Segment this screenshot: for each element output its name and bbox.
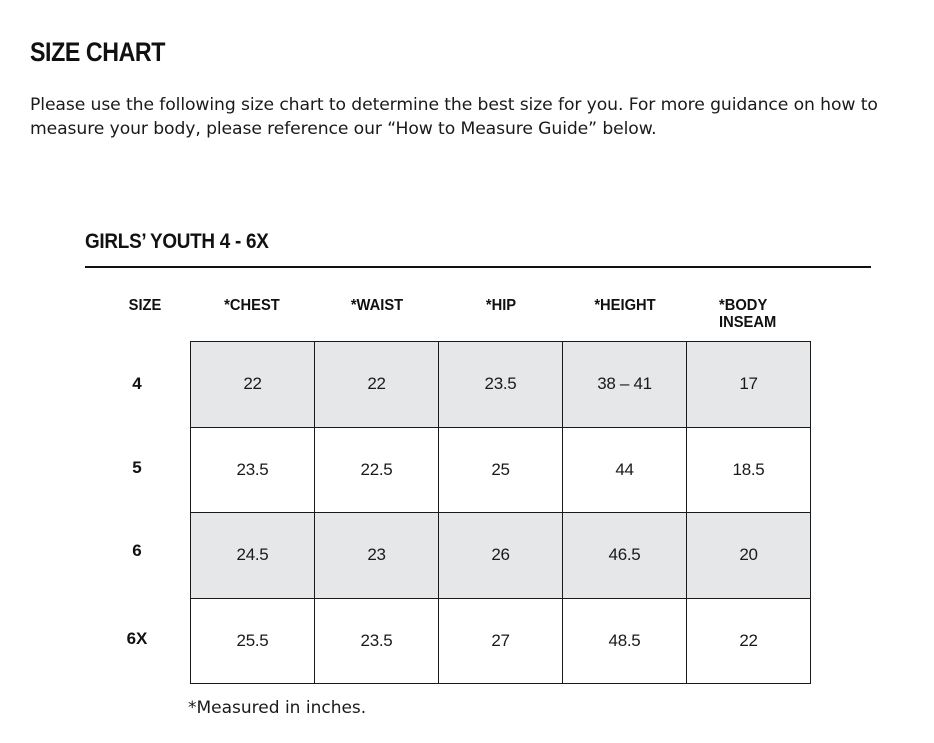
table-cell: 22 bbox=[315, 342, 439, 428]
size-chart-table bbox=[190, 341, 811, 684]
table-cell: 17 bbox=[687, 342, 811, 428]
row-label-size: 6 bbox=[132, 541, 142, 560]
table-row bbox=[191, 427, 811, 513]
page-title: SIZE CHART bbox=[30, 37, 166, 67]
row-label-size: 4 bbox=[132, 374, 142, 393]
column-header-hip: *HIP bbox=[485, 297, 517, 314]
table-cell: 27 bbox=[439, 598, 563, 684]
column-header-size: SIZE bbox=[128, 297, 162, 314]
table-cell: 24.5 bbox=[191, 513, 315, 599]
footnote: *Measured in inches. bbox=[188, 698, 367, 718]
table-cell: 23.5 bbox=[315, 598, 439, 684]
table-cell: 25 bbox=[439, 427, 563, 513]
table-cell: 22 bbox=[191, 342, 315, 428]
column-header-chest: *CHEST bbox=[224, 297, 280, 314]
table-cell: 22 bbox=[687, 598, 811, 684]
row-label-size: 5 bbox=[132, 458, 142, 477]
table-cell: 25.5 bbox=[191, 598, 315, 684]
table-cell: 23.5 bbox=[191, 427, 315, 513]
section-divider bbox=[85, 266, 871, 268]
table-row bbox=[191, 342, 811, 428]
table-cell: 44 bbox=[563, 427, 687, 513]
table-cell: 23 bbox=[315, 513, 439, 599]
row-label-size: 6X bbox=[126, 629, 148, 648]
table-cell: 46.5 bbox=[563, 513, 687, 599]
table-cell: 18.5 bbox=[687, 427, 811, 513]
intro-text: Please use the following size chart to determine the best size for you. For more guidance on how to measure your body, please reference our “How to Measure Guide” below. bbox=[30, 95, 878, 139]
table-cell: 26 bbox=[439, 513, 563, 599]
table-row bbox=[191, 598, 811, 684]
column-header-waist: *WAIST bbox=[350, 297, 404, 314]
table-cell: 48.5 bbox=[563, 598, 687, 684]
column-header-height: *HEIGHT bbox=[594, 297, 656, 314]
column-header-body-inseam: *BODY INSEAM bbox=[719, 297, 777, 331]
table-cell: 23.5 bbox=[439, 342, 563, 428]
table-cell: 22.5 bbox=[315, 427, 439, 513]
table-row bbox=[191, 513, 811, 599]
section-title: GIRLS’ YOUTH 4 - 6X bbox=[85, 230, 269, 253]
table-cell: 20 bbox=[687, 513, 811, 599]
table-cell: 38 – 41 bbox=[563, 342, 687, 428]
